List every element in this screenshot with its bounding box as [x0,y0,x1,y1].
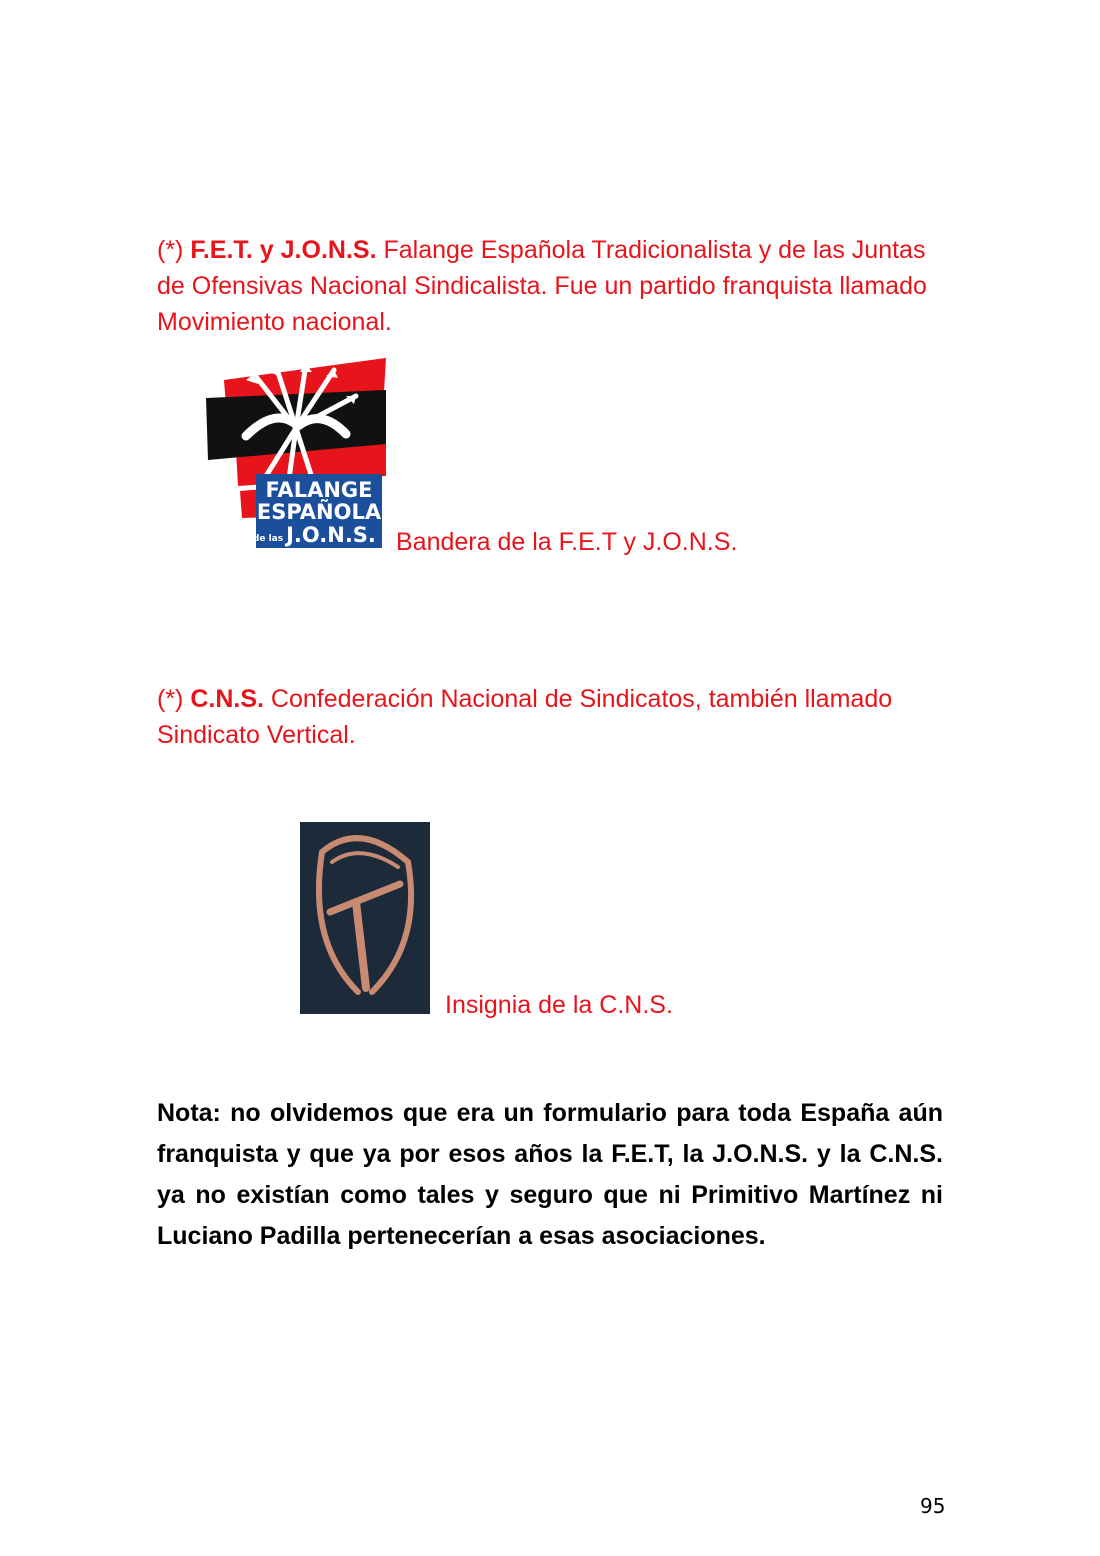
definition-cns [157,681,947,753]
page-number: 95 [920,1494,946,1518]
footnote-marker: (*) [157,236,184,264]
footnote-marker: (*) [157,685,184,713]
cns-insignia-image [300,822,430,1014]
note-paragraph: Nota: no olvidemos que era un formulario para toda España aún franquista y que ya por esos años la F.E.T, la J.O.N.S. y la C.N.S. ya no existían como tales y seguro que ni Primitivo Martínez ni Luciano Padilla pertenecerían a esas asociaciones. [157,1099,943,1250]
definition-fet-text: Falange Española Tradicionalista y de las Juntas de Ofensivas Nacional Sindicalista. Fue un partido franquista llamado Movimiento nacional. [157,236,927,336]
logo-text-de-las: de las [252,534,284,544]
definition-cns-text: Confederación Nacional de Sindicatos, también llamado Sindicato Vertical. [157,685,893,749]
term-fet: F.E.T. y J.O.N.S. [190,236,377,264]
falange-flag-image [206,356,388,548]
caption-cns-insignia: Insignia de la C.N.S. [445,991,673,1019]
logo-text-falange: FALANGE [265,478,373,502]
logo-text-espanola: ESPAÑOLA [256,500,382,524]
term-cns: C.N.S. [190,685,264,713]
caption-fet-flag: Bandera de la F.E.T y J.O.N.S. [396,528,738,556]
logo-text-jons: J.O.N.S. [286,523,376,547]
definition-fet [157,232,947,340]
